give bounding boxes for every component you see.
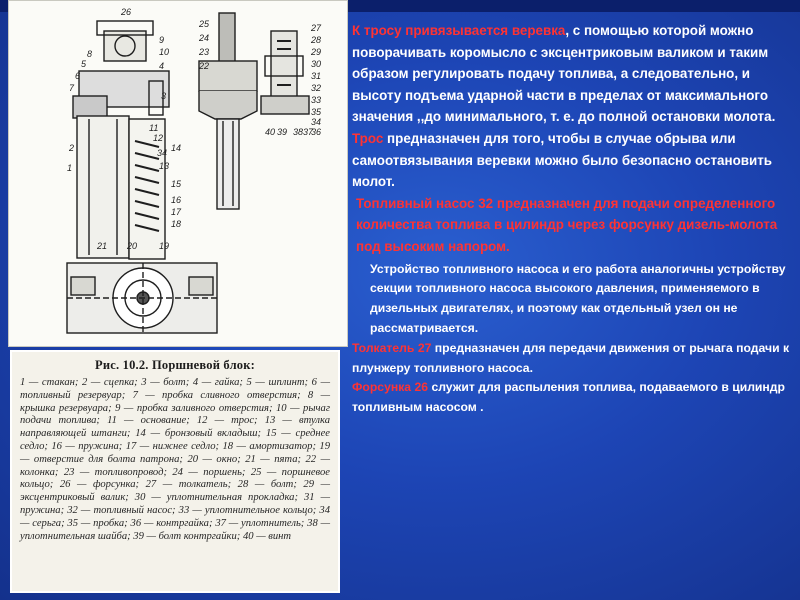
callout-label: 29: [311, 47, 322, 57]
callout-label: 19: [159, 241, 170, 251]
figure-legend: [10, 350, 340, 593]
callout-label: 24: [199, 33, 210, 43]
callout-label: 28: [311, 35, 322, 45]
term-cable: Трос: [352, 130, 384, 146]
legend-text: 1 — стакан; 2 — сцепка; 3 — болт; 4 — гайка; 5 — шплинт; 6 — топливный резервуар; 7 — пробка сливного отверстия; 8 — крышка резервуара; 9 — пробка заливного отверстия; 10 — рычаг подачи топлива; 11 — основание; 12 — трос; 13 — втулка направляющей штанги; 14 — бронзовый вкладыш; 15 — среднее седло; 16 — пружина; 17 — нижнее седло; 18 — амортизатор; 19 — отверстие для болта патрона; 20 — окно; 21 — пята; 22 — колонка; 23 — топливопровод; 24 — поршень; 25 — поршневое кольцо; 26 — форсунка; 27 — толкатель; 28 — болт; 29 — эксцентриковый валик; 30 — уплотнительная прокладка; 31 — пружина; 32 — топливный насос; 33 — уплотнительное кольцо; 34 — серьга; 35 — пробка; 36 — контргайка; 37 — уплотнитель; 38 — уплотнительная шайба; 39 — болт контргайки; 40 — винт: [20, 377, 330, 542]
callout-label: 5: [81, 59, 87, 69]
callout-label: 23: [199, 47, 210, 57]
paragraph-pump-design: Устройство топливного насоса и его работа аналогичны устройству секции топливного насоса высокого давления, применяемого в дизельных двигателях, и поэтому как отдельный узел он не рассматривается.: [370, 261, 786, 335]
callout-label: 17: [171, 207, 182, 217]
callout-label: 22: [199, 61, 210, 71]
callout-label: 34: [311, 117, 322, 127]
callout-label: 27: [311, 23, 322, 33]
callout-label: 14: [171, 143, 182, 153]
figure-caption: Рис. 10.2. Поршневой блок:: [95, 358, 255, 372]
paragraph-injector: [352, 378, 792, 418]
callout-label: 21: [97, 241, 108, 251]
text-span: предназначен для того, чтобы в случае обрыва или самоотвязывания веревки можно было безопасно остановить молот.: [352, 130, 773, 190]
ref-number: 27: [417, 340, 432, 355]
callout-label: 2: [69, 143, 75, 153]
callout-label: 31: [311, 71, 322, 81]
callout-label: 9: [159, 35, 165, 45]
term-rope-line: К тросу привязывается веревка: [352, 23, 566, 38]
callout-label: 4: [159, 61, 165, 71]
callout-label: 3: [161, 91, 167, 101]
callout-label: 20: [127, 241, 138, 251]
callout-label: 7: [69, 83, 75, 93]
callout-label: 33: [311, 95, 322, 105]
callout-label: 15: [171, 179, 182, 189]
callout-label: 40: [265, 127, 276, 137]
callout-label: 16: [171, 195, 182, 205]
callout-label: 13: [159, 161, 170, 171]
callout-label: 6: [75, 71, 81, 81]
term-pusher: Толкатель: [352, 340, 415, 355]
text-span: предназначен для подачи определенного количества топлива в цилиндр через форсунку дизель-молота под высоким напором.: [356, 195, 778, 254]
callout-label: 32: [311, 83, 322, 93]
callout-label: 1: [67, 163, 73, 173]
piston-block-svg: [9, 1, 347, 346]
term-injector: Форсунка: [352, 380, 412, 395]
ref-number: 32: [478, 195, 494, 211]
callout-label: 18: [171, 219, 182, 229]
callout-label: 35: [311, 107, 322, 117]
text-span: предназначен для передачи движения от рычага подачи к плунжеру топливного насоса.: [352, 340, 790, 375]
callout-label: 12: [153, 133, 164, 143]
callout-label: 11: [149, 123, 159, 133]
text-span: , с помощью которой можно поворачивать коромысло с эксцентриковым валиком и таким образом регулировать подачу топлива, а следовательно, и высоту подъема ударной части в пределах от максимального значения ,,до минимального, т. е. до полной остановки молота.: [352, 23, 776, 125]
paragraph-pusher: [352, 339, 792, 379]
piston-block-drawing: [8, 0, 348, 347]
callout-label: 30: [311, 59, 322, 69]
callout-label: 38: [293, 127, 304, 137]
callout-label: 37: [303, 127, 314, 137]
paragraph-fuel-pump: [352, 193, 792, 258]
callout-label: 8: [87, 49, 93, 59]
callout-label: 26: [121, 7, 132, 17]
text-span: служит для распыления топлива, подаваемого в цилиндр топливным насосом .: [352, 380, 785, 415]
callout-label: 34: [157, 148, 168, 158]
paragraph-rope: [352, 20, 792, 193]
callout-label: 10: [159, 47, 170, 57]
term-fuel-pump: Топливный насос: [356, 195, 475, 211]
callout-label: 36: [311, 127, 322, 137]
ref-number: 26: [414, 380, 429, 395]
callout-label: 39: [277, 127, 288, 137]
callout-label: 25: [199, 19, 210, 29]
main-text: [352, 20, 792, 418]
